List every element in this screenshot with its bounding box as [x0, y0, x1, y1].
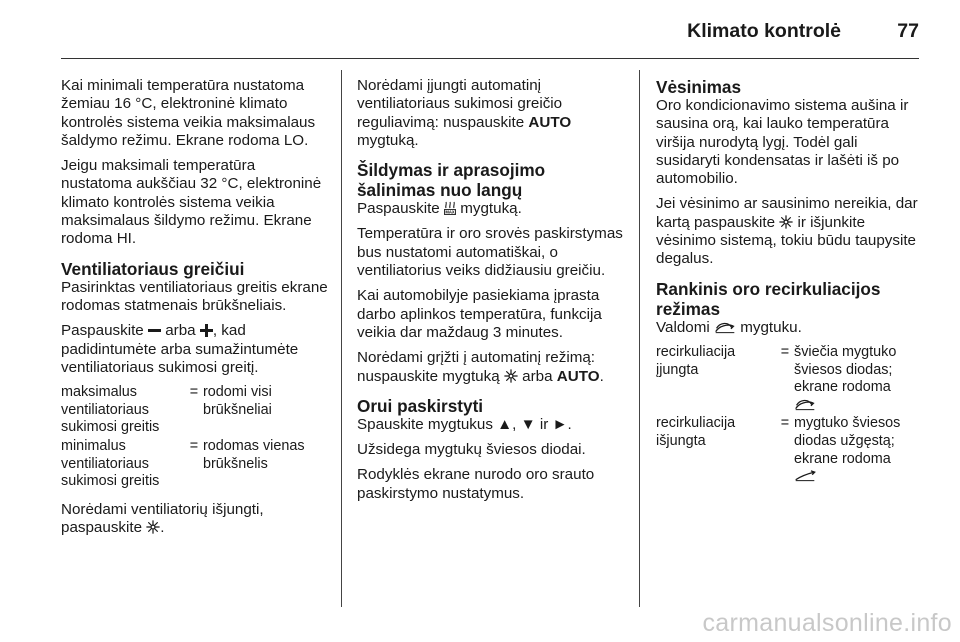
- recirculation-off-icon: [794, 469, 816, 482]
- plus-icon: [200, 324, 213, 337]
- table-desc: mygtuko šviesos diodas užgęstą; ekrane rodoma: [794, 415, 924, 485]
- table-term: maksimalus ventiliatoriaus sukimosi greitis: [61, 384, 160, 436]
- minus-icon: [148, 324, 161, 337]
- heading-air-distribution: Orui paskirstyti: [357, 395, 484, 416]
- column-1: [61, 77, 329, 544]
- column-3: [656, 77, 924, 496]
- column-2: [357, 77, 623, 510]
- auto-label: AUTO: [556, 367, 600, 385]
- table-eq: =: [189, 437, 199, 454]
- paragraph-cooling-off: Jei vėsinimo ar sausinimo nereikia, dar kartą paspauskite ir išjunkite vėsinimo sistemą, tokiu būdu taupysite degalus.: [656, 195, 918, 268]
- page-header: [61, 0, 919, 59]
- column-divider-2: [639, 70, 640, 607]
- table-eq: =: [189, 384, 199, 401]
- recirculation-table: [656, 344, 924, 486]
- svg-text:MAX: MAX: [445, 209, 455, 215]
- table-eq: =: [780, 343, 790, 360]
- table-desc: rodomi visi brūkšneliai: [203, 384, 272, 418]
- fan-speed-table: [61, 384, 329, 491]
- recirculation-icon: [794, 398, 816, 411]
- paragraph-fan-display: Pasirinktas ventiliatoriaus greitis ekrane rodomas statmenais brūkšneliais.: [61, 278, 328, 314]
- recirculation-icon: [714, 321, 736, 334]
- table-term: recirkuliacija įjungta: [656, 343, 736, 378]
- heading-recirculation: Rankinis oro recirkuliacijos režimas: [656, 278, 881, 319]
- defrost-max-icon: [444, 200, 456, 215]
- paragraph-fan-adjust: Paspauskite arba , kad padidintumėte arba sumažintumėte ventiliatoriaus sukimosi greitį.: [61, 322, 299, 376]
- table-term: minimalus ventiliatoriaus sukimosi greitis: [61, 437, 160, 490]
- paragraph-cooling: Oro kondicionavimo sistema aušina ir sausina orą, kai lauko temperatūra viršija nurodytą lygį. Todėl gali susidaryti kondensatas ir lašėti iš po automobilio.: [656, 97, 909, 188]
- table-term: recirkuliacija išjungta: [656, 415, 736, 449]
- page-title: Klimato kontrolė: [687, 20, 841, 42]
- table-desc: rodomas vienas brūkšnelis: [203, 437, 305, 472]
- auto-label: AUTO: [528, 113, 572, 131]
- heading-fan-speed: Ventiliatoriaus greičiui: [61, 258, 245, 279]
- paragraph-defrost-time: Kai automobilyje pasiekiama įprasta darbo aplinkos temperatūra, funkcija veikia dar maždaug 3 minutes.: [357, 287, 602, 341]
- paragraph-fan-off: Norėdami ventiliatorių išjungti, paspauskite .: [61, 500, 264, 537]
- fan-icon: [146, 520, 160, 534]
- page-number: 77: [897, 20, 919, 42]
- table-eq: =: [780, 415, 790, 432]
- fan-icon: [504, 369, 518, 383]
- watermark: carmanualsonline.info: [702, 609, 952, 637]
- paragraph-defrost-press: Paspauskite MAX mygtuką.: [357, 200, 522, 218]
- heading-cooling: Vėsinimas: [656, 77, 742, 97]
- fan-icon: [779, 215, 793, 229]
- paragraph-air-buttons: Spauskite mygtukus ▲, ▼ ir ►.: [357, 415, 572, 433]
- paragraph-defrost-auto: Temperatūra ir oro srovės paskirstymas bus nustatomi automatiškai, o ventiliatorius veiks didžiausiu greičiu.: [357, 225, 623, 280]
- paragraph-air-arrows: Rodyklės ekrane nurodo oro srauto paskirstymo nustatymus.: [357, 466, 595, 502]
- paragraph-air-leds: Užsidega mygtukų šviesos diodai.: [357, 441, 586, 459]
- heading-defrost: Šildymas ir aprasojimo šalinimas nuo langų: [357, 160, 546, 201]
- paragraph-recirc-control: Valdomi mygtuku.: [656, 318, 802, 336]
- column-divider-1: [341, 70, 342, 607]
- paragraph-return-auto: Norėdami grįžti į automatinį režimą: nuspauskite mygtuką arba AUTO.: [357, 349, 604, 385]
- paragraph-lo: Kai minimali temperatūra nustatoma žemiau 16 °C, elektroninė klimato kontrolės sistema veikia maksimalaus šaldymo režimu. Ekrane rodoma LO.: [61, 77, 316, 149]
- table-desc: šviečia mygtuko šviesos diodas; ekrane rodoma: [794, 344, 924, 414]
- paragraph-hi: Jeigu maksimali temperatūra nustatoma aukščiau 32 °C, elektroninė klimato kontrolės sistema veikia maksimalaus šildymo režimu. Ekrane rodoma HI.: [61, 157, 322, 248]
- paragraph-auto-fan: Norėdami įjungti automatinį ventiliatoriaus sukimosi greičio reguliavimą: nuspauskite AUTO mygtuką.: [357, 77, 572, 149]
